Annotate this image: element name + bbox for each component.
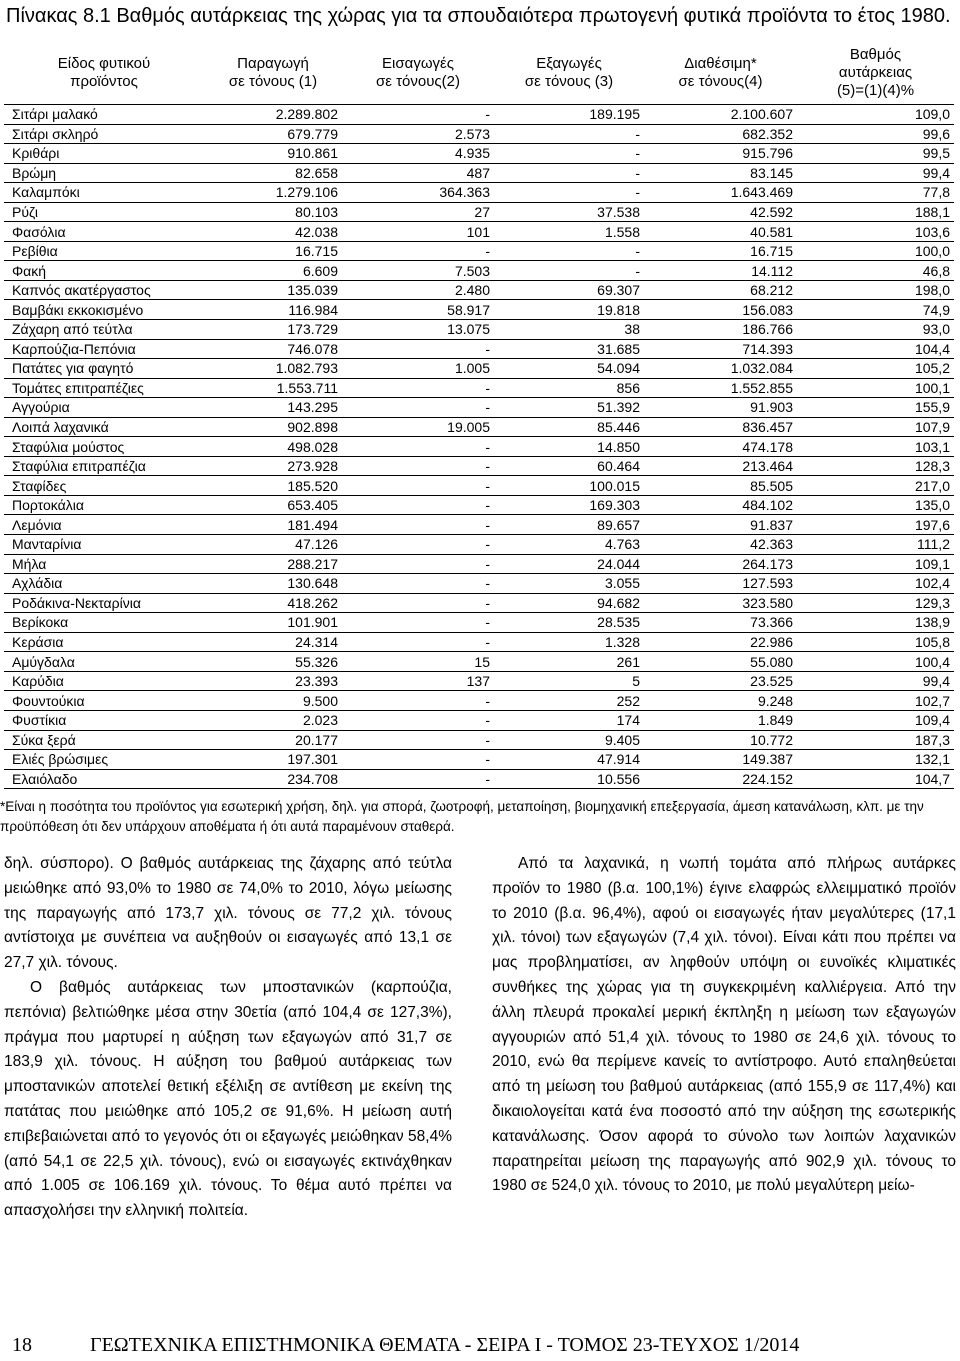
value-cell: 173.729 xyxy=(204,320,342,340)
value-cell: 1.643.469 xyxy=(644,183,797,203)
value-cell: 714.393 xyxy=(644,339,797,359)
value-cell: 80.103 xyxy=(204,202,342,222)
table-caption: Πίνακας 8.1 Βαθμός αυτάρκειας της χώρας για τα σπουδαιότερα πρωτογενή φυτικά προϊόντα το έτος 1980. xyxy=(6,5,951,27)
value-cell: - xyxy=(342,105,494,125)
column-header-line: (5)=(1)(4)% xyxy=(836,82,915,99)
column-header-line: σε τόνους(4) xyxy=(678,73,763,90)
page-number: 18 xyxy=(12,1334,32,1356)
value-cell: 24.314 xyxy=(204,632,342,652)
value-cell: 103,1 xyxy=(797,437,954,457)
column-header-line: προϊόντος xyxy=(70,73,138,90)
product-name-cell: Ροδάκινα-Νεκταρίνια xyxy=(4,593,204,613)
value-cell: 915.796 xyxy=(644,144,797,164)
value-cell: - xyxy=(494,241,644,261)
value-cell: 2.573 xyxy=(342,124,494,144)
value-cell: 102,7 xyxy=(797,691,954,711)
table-row xyxy=(4,437,954,457)
value-cell: 85.446 xyxy=(494,417,644,437)
product-name-cell: Σύκα ξερά xyxy=(4,730,204,750)
product-name-cell: Σιτάρι σκληρό xyxy=(4,124,204,144)
table-row xyxy=(4,144,954,164)
value-cell: 38 xyxy=(494,320,644,340)
value-cell: 1.279.106 xyxy=(204,183,342,203)
value-cell: 197,6 xyxy=(797,515,954,535)
value-cell: 653.405 xyxy=(204,495,342,515)
value-cell: 252 xyxy=(494,691,644,711)
column-header xyxy=(4,42,204,105)
table-row xyxy=(4,320,954,340)
value-cell: 104,4 xyxy=(797,339,954,359)
product-name-cell: Καπνός ακατέργαστος xyxy=(4,280,204,300)
product-name-cell: Καλαμπόκι xyxy=(4,183,204,203)
value-cell: 20.177 xyxy=(204,730,342,750)
value-cell: 234.708 xyxy=(204,769,342,789)
value-cell: 42.363 xyxy=(644,535,797,555)
value-cell: 127.593 xyxy=(644,574,797,594)
table-body xyxy=(4,105,954,789)
value-cell: 1.328 xyxy=(494,632,644,652)
value-cell: 856 xyxy=(494,378,644,398)
value-cell: 6.609 xyxy=(204,261,342,281)
value-cell: - xyxy=(342,241,494,261)
table-row xyxy=(4,163,954,183)
value-cell: 149.387 xyxy=(644,750,797,770)
product-name-cell: Ρεβίθια xyxy=(4,241,204,261)
column-header-line: Εξαγωγές xyxy=(536,55,602,72)
value-cell: 189.195 xyxy=(494,105,644,125)
value-cell: - xyxy=(494,163,644,183)
value-cell: 102,4 xyxy=(797,574,954,594)
value-cell: 174 xyxy=(494,710,644,730)
value-cell: 135,0 xyxy=(797,495,954,515)
value-cell: 14.850 xyxy=(494,437,644,457)
value-cell: - xyxy=(494,183,644,203)
value-cell: - xyxy=(342,710,494,730)
body-column-left xyxy=(4,852,452,1224)
value-cell: 60.464 xyxy=(494,456,644,476)
table-row xyxy=(4,691,954,711)
value-cell: 484.102 xyxy=(644,495,797,515)
value-cell: 77,8 xyxy=(797,183,954,203)
product-name-cell: Πορτοκάλια xyxy=(4,495,204,515)
value-cell: 498.028 xyxy=(204,437,342,457)
value-cell: 31.685 xyxy=(494,339,644,359)
value-cell: 58.917 xyxy=(342,300,494,320)
value-cell: - xyxy=(342,456,494,476)
value-cell: - xyxy=(342,535,494,555)
value-cell: 16.715 xyxy=(204,241,342,261)
product-name-cell: Πατάτες για φαγητό xyxy=(4,359,204,379)
value-cell: 2.289.802 xyxy=(204,105,342,125)
value-cell: - xyxy=(342,750,494,770)
value-cell: 82.658 xyxy=(204,163,342,183)
paragraph: δηλ. σύσπορο). Ο βαθμός αυτάρκειας της ζάχαρης από τεύτλα μειώθηκε από 93,0% το 1980 σε 74,0% το 2010, λόγω μείωσης της παραγωγής από 173,7 χιλ. τόνους σε 77,2 χιλ. τόνους αντίστοιχα με συνέπεια να αυξηθούν οι εισαγωγές από 13,1 σε 27,7 χιλ. τόνους. xyxy=(4,855,452,972)
product-name-cell: Αχλάδια xyxy=(4,574,204,594)
value-cell: 130.648 xyxy=(204,574,342,594)
value-cell: 9.405 xyxy=(494,730,644,750)
product-name-cell: Φυστίκια xyxy=(4,710,204,730)
value-cell: 1.849 xyxy=(644,710,797,730)
value-cell: 93,0 xyxy=(797,320,954,340)
product-name-cell: Ζάχαρη από τεύτλα xyxy=(4,320,204,340)
product-name-cell: Βερίκοκα xyxy=(4,613,204,633)
value-cell: - xyxy=(342,554,494,574)
value-cell: 24.044 xyxy=(494,554,644,574)
value-cell: 100,4 xyxy=(797,652,954,672)
value-cell: 4.763 xyxy=(494,535,644,555)
table-row xyxy=(4,574,954,594)
value-cell: 902.898 xyxy=(204,417,342,437)
product-name-cell: Σταφύλια μούστος xyxy=(4,437,204,457)
value-cell: 9.500 xyxy=(204,691,342,711)
table-row xyxy=(4,378,954,398)
value-cell: 197.301 xyxy=(204,750,342,770)
product-name-cell: Φασόλια xyxy=(4,222,204,242)
column-header xyxy=(644,42,797,105)
value-cell: - xyxy=(342,730,494,750)
value-cell: 19.005 xyxy=(342,417,494,437)
value-cell: 487 xyxy=(342,163,494,183)
product-name-cell: Σταφίδες xyxy=(4,476,204,496)
product-name-cell: Σταφύλια επιτραπέζια xyxy=(4,456,204,476)
table-row xyxy=(4,730,954,750)
table-row xyxy=(4,339,954,359)
value-cell: 23.525 xyxy=(644,671,797,691)
table-row xyxy=(4,593,954,613)
value-cell: 94.682 xyxy=(494,593,644,613)
table-row xyxy=(4,515,954,535)
page-footer xyxy=(0,1332,960,1358)
table-row xyxy=(4,613,954,633)
column-header-line: αυτάρκειας xyxy=(838,64,913,81)
value-cell: 15 xyxy=(342,652,494,672)
value-cell: - xyxy=(342,378,494,398)
value-cell: 46,8 xyxy=(797,261,954,281)
value-cell: - xyxy=(342,515,494,535)
value-cell: 100.015 xyxy=(494,476,644,496)
value-cell: 9.248 xyxy=(644,691,797,711)
value-cell: 23.393 xyxy=(204,671,342,691)
value-cell: 217,0 xyxy=(797,476,954,496)
value-cell: 188,1 xyxy=(797,202,954,222)
product-name-cell: Κεράσια xyxy=(4,632,204,652)
value-cell: - xyxy=(494,261,644,281)
value-cell: 364.363 xyxy=(342,183,494,203)
value-cell: 47.914 xyxy=(494,750,644,770)
table-footnote: *Είναι η ποσότητα του προϊόντος για εσωτερική χρήση, δηλ. για σπορά, ζωοτροφή, μεταποίηση, βιομηχανική επεξεργασία, άμεση κατανάλωση, κλπ. με την προϋπόθεση ότι δεν υπάρχουν αποθέματα ή ότι αυτά παραμένουν σταθερά. xyxy=(0,799,924,834)
value-cell: 224.152 xyxy=(644,769,797,789)
value-cell: 83.145 xyxy=(644,163,797,183)
table-row xyxy=(4,105,954,125)
value-cell: 418.262 xyxy=(204,593,342,613)
value-cell: - xyxy=(342,593,494,613)
value-cell: 55.080 xyxy=(644,652,797,672)
paragraph: Από τα λαχανικά, η νωπή τομάτα από πλήρως αυτάρκες προϊόν το 1980 (β.α. 100,1%) έγινε ελαφρώς ελλειμματικό προϊόν το 2010 (β.α. 96,4%), αφού οι εισαγωγές ήταν μεγαλύτερες (17,1 χιλ. τόνοι) των εξαγωγών (7,4 χιλ. τόνοι). Είναι κάτι που πρέπει να μας προβληματίσει, αν ληφθούν υπόψη οι ευνοϊκές κλιματικές συνθήκες της χώρας για τη συγκεκριμένη καλλιέργεια. Από την άλλη πλευρά προκαλεί μερική έκπληξη η μείωση των εξαγωγών αγγουριών από 51,4 χιλ. τόνους το 1980 σε 24,6 χιλ. τόνους το 2010, ενώ θα περίμενε κανείς το αντίστροφο. Αυτό επαληθεύεται από τη μείωση του βαθμού αυτάρκειας (από 155,9 σε 117,4%) και δικαιολογείται κατά ένα ποσοστό από την αύξηση της εσωτερικής κατανάλωσης. Όσον αφορά το σύνολο των λοιπών λαχανικών παρατηρείται μείωση της παραγωγής από 902,9 χιλ. τόνους το 1980 σε 524,0 χιλ. τόνους το 2010, με πολύ μεγαλύτερη μείω- xyxy=(492,855,956,1195)
value-cell: - xyxy=(342,769,494,789)
column-header-line: Είδος φυτικού xyxy=(57,55,151,72)
product-name-cell: Ρύζι xyxy=(4,202,204,222)
value-cell: 181.494 xyxy=(204,515,342,535)
product-name-cell: Καρύδια xyxy=(4,671,204,691)
value-cell: 101.901 xyxy=(204,613,342,633)
column-header-line: σε τόνους (3) xyxy=(524,73,614,90)
value-cell: 111,2 xyxy=(797,535,954,555)
product-name-cell: Φουντούκια xyxy=(4,691,204,711)
value-cell: 47.126 xyxy=(204,535,342,555)
value-cell: 37.538 xyxy=(494,202,644,222)
table-row xyxy=(4,261,954,281)
value-cell: 55.326 xyxy=(204,652,342,672)
value-cell: 273.928 xyxy=(204,456,342,476)
value-cell: 103,6 xyxy=(797,222,954,242)
value-cell: 13.075 xyxy=(342,320,494,340)
product-name-cell: Ελιές βρώσιμες xyxy=(4,750,204,770)
value-cell: 836.457 xyxy=(644,417,797,437)
product-name-cell: Μήλα xyxy=(4,554,204,574)
value-cell: 135.039 xyxy=(204,280,342,300)
value-cell: 1.005 xyxy=(342,359,494,379)
value-cell: 3.055 xyxy=(494,574,644,594)
value-cell: 109,1 xyxy=(797,554,954,574)
value-cell: 27 xyxy=(342,202,494,222)
value-cell: 40.581 xyxy=(644,222,797,242)
column-header-line: Βαθμός xyxy=(849,46,902,63)
value-cell: 2.480 xyxy=(342,280,494,300)
table-row xyxy=(4,241,954,261)
value-cell: 128,3 xyxy=(797,456,954,476)
value-cell: - xyxy=(494,144,644,164)
value-cell: 474.178 xyxy=(644,437,797,457)
value-cell: 89.657 xyxy=(494,515,644,535)
product-name-cell: Καρπούζια-Πεπόνια xyxy=(4,339,204,359)
value-cell: 68.212 xyxy=(644,280,797,300)
value-cell: 288.217 xyxy=(204,554,342,574)
value-cell: 54.094 xyxy=(494,359,644,379)
value-cell: 22.986 xyxy=(644,632,797,652)
table-row xyxy=(4,300,954,320)
value-cell: 679.779 xyxy=(204,124,342,144)
table-row xyxy=(4,750,954,770)
product-name-cell: Βαμβάκι εκκοκισμένο xyxy=(4,300,204,320)
table-row xyxy=(4,554,954,574)
value-cell: 7.503 xyxy=(342,261,494,281)
value-cell: 264.173 xyxy=(644,554,797,574)
value-cell: 16.715 xyxy=(644,241,797,261)
value-cell: 85.505 xyxy=(644,476,797,496)
value-cell: 323.580 xyxy=(644,593,797,613)
table-row xyxy=(4,222,954,242)
product-name-cell: Λεμόνια xyxy=(4,515,204,535)
table-row xyxy=(4,280,954,300)
product-name-cell: Λοιπά λαχανικά xyxy=(4,417,204,437)
column-header-line: Διαθέσιμη* xyxy=(684,55,757,72)
value-cell: 155,9 xyxy=(797,398,954,418)
table-row xyxy=(4,769,954,789)
product-name-cell: Τομάτες επιτραπέζιες xyxy=(4,378,204,398)
table-row xyxy=(4,652,954,672)
value-cell: 73.366 xyxy=(644,613,797,633)
value-cell: 99,6 xyxy=(797,124,954,144)
product-name-cell: Σιτάρι μαλακό xyxy=(4,105,204,125)
value-cell: 42.038 xyxy=(204,222,342,242)
value-cell: 213.464 xyxy=(644,456,797,476)
value-cell: 910.861 xyxy=(204,144,342,164)
value-cell: 261 xyxy=(494,652,644,672)
value-cell: - xyxy=(342,691,494,711)
value-cell: 746.078 xyxy=(204,339,342,359)
value-cell: 129,3 xyxy=(797,593,954,613)
value-cell: - xyxy=(342,476,494,496)
column-header xyxy=(342,42,494,105)
value-cell: - xyxy=(342,574,494,594)
body-column-right xyxy=(492,852,956,1199)
value-cell: 107,9 xyxy=(797,417,954,437)
table-row xyxy=(4,124,954,144)
value-cell: 28.535 xyxy=(494,613,644,633)
column-header-line: Παραγωγή xyxy=(237,55,309,72)
product-name-cell: Αμύγδαλα xyxy=(4,652,204,672)
product-name-cell: Ελαιόλαδο xyxy=(4,769,204,789)
value-cell: 101 xyxy=(342,222,494,242)
value-cell: - xyxy=(342,398,494,418)
value-cell: 186.766 xyxy=(644,320,797,340)
table-row xyxy=(4,183,954,203)
value-cell: 100,0 xyxy=(797,241,954,261)
table-header xyxy=(4,42,954,105)
value-cell: 14.112 xyxy=(644,261,797,281)
value-cell: 198,0 xyxy=(797,280,954,300)
value-cell: 2.023 xyxy=(204,710,342,730)
journal-title: ΓΕΩΤΕΧΝΙΚΑ ΕΠΙΣΤΗΜΟΝΙΚΑ ΘΕΜΑΤΑ - ΣΕΙΡΑ Ι - ΤΟΜΟΣ 23-ΤΕΥΧΟΣ 1/2014 xyxy=(90,1334,800,1356)
value-cell: 116.984 xyxy=(204,300,342,320)
column-header-line: σε τόνους (1) xyxy=(228,73,318,90)
product-name-cell: Μανταρίνια xyxy=(4,535,204,555)
value-cell: 10.556 xyxy=(494,769,644,789)
value-cell: 19.818 xyxy=(494,300,644,320)
table-row xyxy=(4,398,954,418)
value-cell: 99,5 xyxy=(797,144,954,164)
value-cell: - xyxy=(494,124,644,144)
self-sufficiency-table xyxy=(4,42,954,789)
product-name-cell: Φακή xyxy=(4,261,204,281)
column-header xyxy=(204,42,342,105)
value-cell: 105,8 xyxy=(797,632,954,652)
value-cell: 138,9 xyxy=(797,613,954,633)
value-cell: - xyxy=(342,632,494,652)
value-cell: 74,9 xyxy=(797,300,954,320)
table-row xyxy=(4,359,954,379)
value-cell: 99,4 xyxy=(797,163,954,183)
table-row xyxy=(4,710,954,730)
table-row xyxy=(4,671,954,691)
value-cell: 682.352 xyxy=(644,124,797,144)
table-row xyxy=(4,495,954,515)
value-cell: 1.558 xyxy=(494,222,644,242)
column-header xyxy=(797,42,954,105)
table-row xyxy=(4,456,954,476)
value-cell: - xyxy=(342,613,494,633)
column-header-line: σε τόνους(2) xyxy=(376,73,460,90)
value-cell: 185.520 xyxy=(204,476,342,496)
value-cell: 109,0 xyxy=(797,105,954,125)
value-cell: 1.032.084 xyxy=(644,359,797,379)
value-cell: 187,3 xyxy=(797,730,954,750)
value-cell: 4.935 xyxy=(342,144,494,164)
table-row xyxy=(4,202,954,222)
value-cell: 99,4 xyxy=(797,671,954,691)
table-row xyxy=(4,476,954,496)
value-cell: 42.592 xyxy=(644,202,797,222)
value-cell: 100,1 xyxy=(797,378,954,398)
value-cell: 5 xyxy=(494,671,644,691)
value-cell: 1.553.711 xyxy=(204,378,342,398)
value-cell: 105,2 xyxy=(797,359,954,379)
value-cell: 2.100.607 xyxy=(644,105,797,125)
value-cell: 156.083 xyxy=(644,300,797,320)
value-cell: 1.552.855 xyxy=(644,378,797,398)
value-cell: 51.392 xyxy=(494,398,644,418)
value-cell: 69.307 xyxy=(494,280,644,300)
product-name-cell: Κριθάρι xyxy=(4,144,204,164)
value-cell: 1.082.793 xyxy=(204,359,342,379)
column-header xyxy=(494,42,644,105)
product-name-cell: Βρώμη xyxy=(4,163,204,183)
column-header-line: Εισαγωγές xyxy=(382,55,454,72)
header-row xyxy=(4,42,954,105)
value-cell: 91.903 xyxy=(644,398,797,418)
paragraph: Ο βαθμός αυτάρκειας των μποστανικών (καρπούζια, πεπόνια) βελτιώθηκε μέσα στην 30ετία (από 104,4 σε 127,3%), πράγμα που μαρτυρεί η αύξηση των εξαγωγών από 31,7 σε 183,9 χιλ. τόνους. Η αύξηση του βαθμού αυτάρκειας των μποστανικών αποτελεί θετική εξέλιξη σε αντίθεση με εκείνη της πατάτας που μειώθηκε από 105,2 σε 91,6%. Η μείωση αυτή επιβεβαιώνεται από το γεγονός ότι οι εξαγωγές μειώθηκαν 58,4% (από 54,1 σε 22,5 χιλ. τόνους), ενώ οι εισαγωγές εκτινάχθηκαν από 1.005 σε 106.169 χιλ. τόνους. Το θέμα αυτό πρέπει να απασχολήσει την ελληνική πολιτεία. xyxy=(4,978,452,1220)
table-row xyxy=(4,535,954,555)
product-name-cell: Αγγούρια xyxy=(4,398,204,418)
value-cell: 169.303 xyxy=(494,495,644,515)
table-row xyxy=(4,632,954,652)
value-cell: 104,7 xyxy=(797,769,954,789)
table-row xyxy=(4,417,954,437)
value-cell: - xyxy=(342,495,494,515)
value-cell: 132,1 xyxy=(797,750,954,770)
value-cell: 143.295 xyxy=(204,398,342,418)
value-cell: - xyxy=(342,437,494,457)
value-cell: 10.772 xyxy=(644,730,797,750)
value-cell: 91.837 xyxy=(644,515,797,535)
value-cell: - xyxy=(342,339,494,359)
value-cell: 137 xyxy=(342,671,494,691)
value-cell: 109,4 xyxy=(797,710,954,730)
